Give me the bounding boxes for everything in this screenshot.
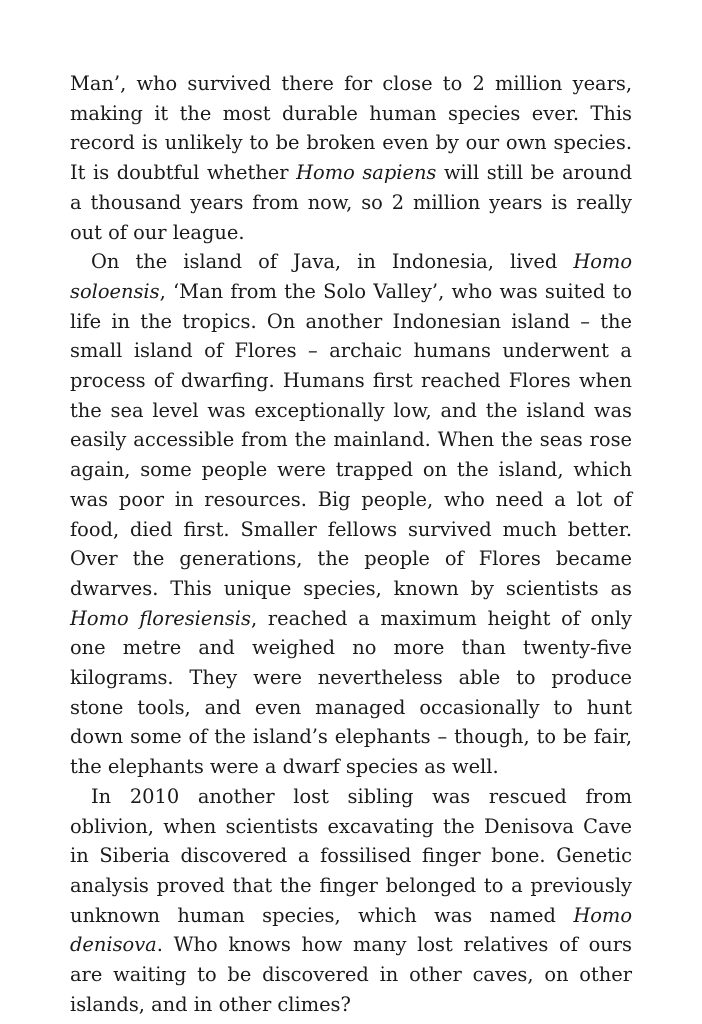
text-segment: , ‘Man from the Solo Valley’, who was suited to life in the tropics. On another Indonesian island – the small island of Flores – archaic humans underwent a process of dwarfing. Humans first reached Flores when the sea level was exceptionally low, and the island was easily accessible from the mainland. When the seas rose again, some people were trapped on the island, which was poor in resources. Big people, who need a lot of food, died first. Smaller fellows survived much better. Over the generations, the people of Flores became dwarves. This unique species, known by scientists as [70, 279, 632, 600]
text-segment: On the island of Java, in Indonesia, lived [91, 250, 574, 274]
species-name-italic: Homo soloensis [70, 250, 632, 303]
book-page-body [70, 69, 632, 1020]
paragraph-1 [70, 69, 632, 247]
text-segment: In 2010 another lost sibling was rescued from oblivion, when scientists excavating the Denisova Cave in Siberia discovered a fossilised finger bone. Genetic analysis proved that the finger belonged to a previously unknown human species, which was named [70, 784, 632, 927]
text-segment: Man’, who survived there for close to 2 million years, making it the most durable human species ever. This record is unlikely to be broken even by our own species. It is doubtful whether [70, 72, 632, 185]
text-segment: . Who knows how many lost relatives of ours are waiting to be discovered in other caves, on other islands, and in other climes? [70, 933, 632, 1016]
species-name-italic: Homo denisova [70, 903, 632, 957]
paragraph-2 [70, 247, 632, 782]
paragraph-3 [70, 782, 632, 1020]
text-segment: will still be around a thousand years from now, so 2 million years is really out of our league. [70, 161, 632, 244]
text-segment: , reached a maximum height of only one metre and weighed no more than twenty-five kilograms. They were nevertheless able to produce stone tools, and even managed occasionally to hunt down some of the island’s elephants – though, to be fair, the elephants were a dwarf species as well. [70, 606, 632, 779]
species-name-italic: Homo sapiens [296, 161, 437, 185]
species-name-italic: Homo floresiensis [70, 606, 251, 630]
